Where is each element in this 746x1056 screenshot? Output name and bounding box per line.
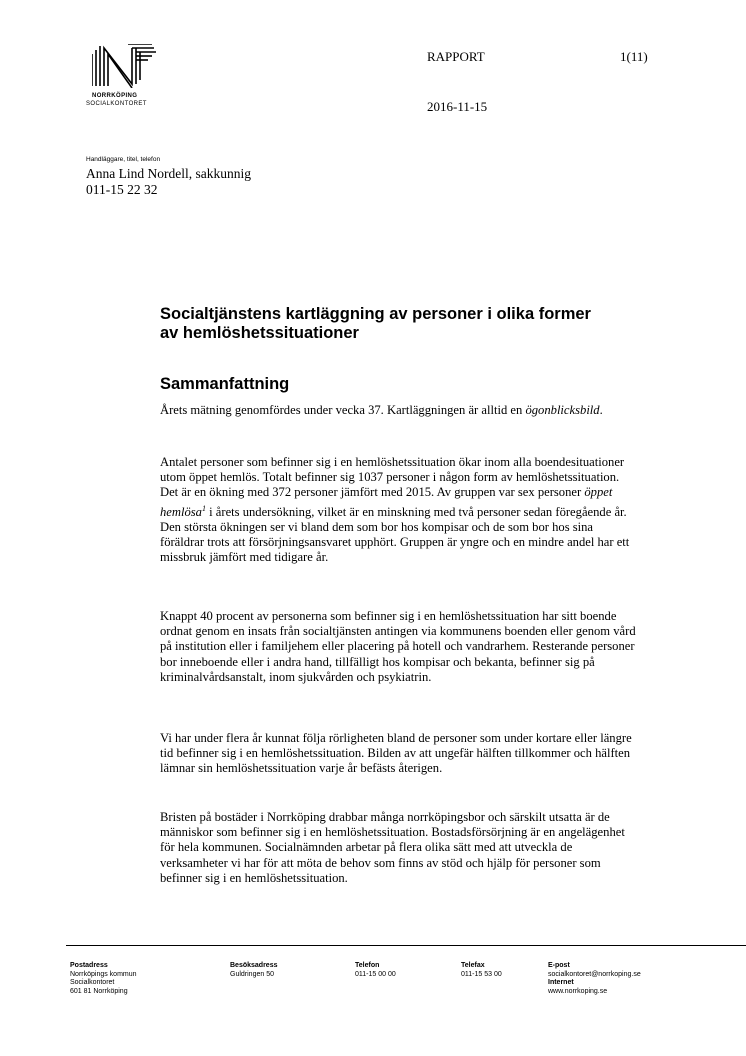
page-number: 1(11) [620,49,648,64]
report-title [160,305,660,343]
fax-value: 011-15 53 00 [461,970,502,978]
paragraph-1 [160,403,640,418]
visit-line1: Guldringen 50 [230,970,274,978]
p1-end: . [599,403,603,417]
postal-line3: 601 81 Norrköping [70,987,128,995]
contact-name: Anna Lind Nordell, sakkunnig [86,166,251,181]
footnote-ref[interactable]: 1 [201,503,206,513]
phone-label: Telefon [355,962,380,969]
phone-value: 011-15 00 00 [355,970,396,978]
contact-phone: 011-15 22 32 [86,182,158,197]
norrkoping-logo [86,44,176,114]
footer-divider [66,945,746,946]
p2-emphasis: öppet hemlösa [160,485,613,519]
paragraph-4 [160,731,640,777]
title-line1: Socialtjänstens kartläggning av personer i olika former [160,305,591,323]
footer-visit [230,962,277,979]
web-link[interactable]: www.norrkoping.se [548,987,608,995]
title-line2: av hemlöshetssituationer [160,324,359,342]
visit-label: Besöksadress [230,962,278,969]
section-heading: Sammanfattning [160,375,290,393]
doc-date: 2016-11-15 [427,99,488,114]
footer-email-web [548,962,641,996]
logo-line2: SOCIALKONTORET [86,101,147,107]
paragraph-3 [160,609,640,685]
email-label: E-post [548,962,570,969]
norrkoping-n-icon [92,44,162,88]
postal-line2: Socialkontoret [70,979,115,987]
paragraph-2 [160,455,640,566]
fax-label: Telefax [461,962,485,969]
postal-line1: Norrköpings kommun [70,970,137,978]
p1-text: Årets mätning genomfördes under vecka 37. Kartläggningen är alltid en [160,403,526,417]
logo-line1: NORRKÖPING [92,93,138,99]
email-link[interactable]: socialkontoret@norrkoping.se [548,970,641,978]
p4-text: Vi har under flera år kunnat följa rörligheten bland de personer som under kortare eller längre tid befinner sig i en hemlöshetssituation. Bilden av att ungefär hälften tillkommer och hälften lämnar sin hemlöshetssituation varje år befästs återigen. [160,731,632,776]
footer-postal [70,962,137,996]
contact-label: Handläggare, titel, telefon [86,156,161,163]
web-label: Internet [548,979,574,987]
p5-text: Bristen på bostäder i Norrköping drabbar många norrköpingsbor och särskilt utsatta är de människor som befinner sig i en hemlöshetssituation. Bostadsförsörjning är en angelägenhet för hela kommunen. Socialnämnden arbetar på flera olika sätt med att utveckla de verksamheter vi har för att möta de behov som finns av stöd och hjälp för personer som befinner sig i en hemlöshetssituation. [160,810,625,885]
p2-end: i årets undersökning, vilket är en minskning med två personer sedan föregående år. Den största ökningen ser vi bland dem som bor hos kompisar och de som bor hos sina föräldrar trots att försörjningsansvaret upphört. Gruppen är yngre och en mindre andel har ett missbruk jämfört med tidigare år. [160,504,630,565]
postal-label: Postadress [70,962,108,969]
p1-emphasis: ögonblicksbild [525,403,600,417]
p2-text: Antalet personer som befinner sig i en hemlöshetssituation ökar inom alla boendesituationer utom öppet hemlös. Totalt befinner sig 1037 personer i någon form av hemlöshetssituation. Det är en ökning med 372 personer jämfört med 2015. Av gruppen var sex personer [160,455,625,500]
p3-text: Knappt 40 procent av personerna som befinner sig i en hemlöshetssituation har sitt boende ordnat genom en insats från socialtjänsten antingen via kommunens boenden eller genom vård på institution eller i familjehem eller placering på hotell och vandrarhem. Resterande personer bor inneboende eller i andra hand, tillfälligt hos kompisar och bekanta, befinner sig på kriminalvårdsanstalt, inom sjukvården och psykiatrin. [160,609,636,684]
doc-type: RAPPORT [427,49,485,64]
footer-fax [461,962,502,979]
paragraph-5 [160,810,640,886]
footer-phone [355,962,396,979]
